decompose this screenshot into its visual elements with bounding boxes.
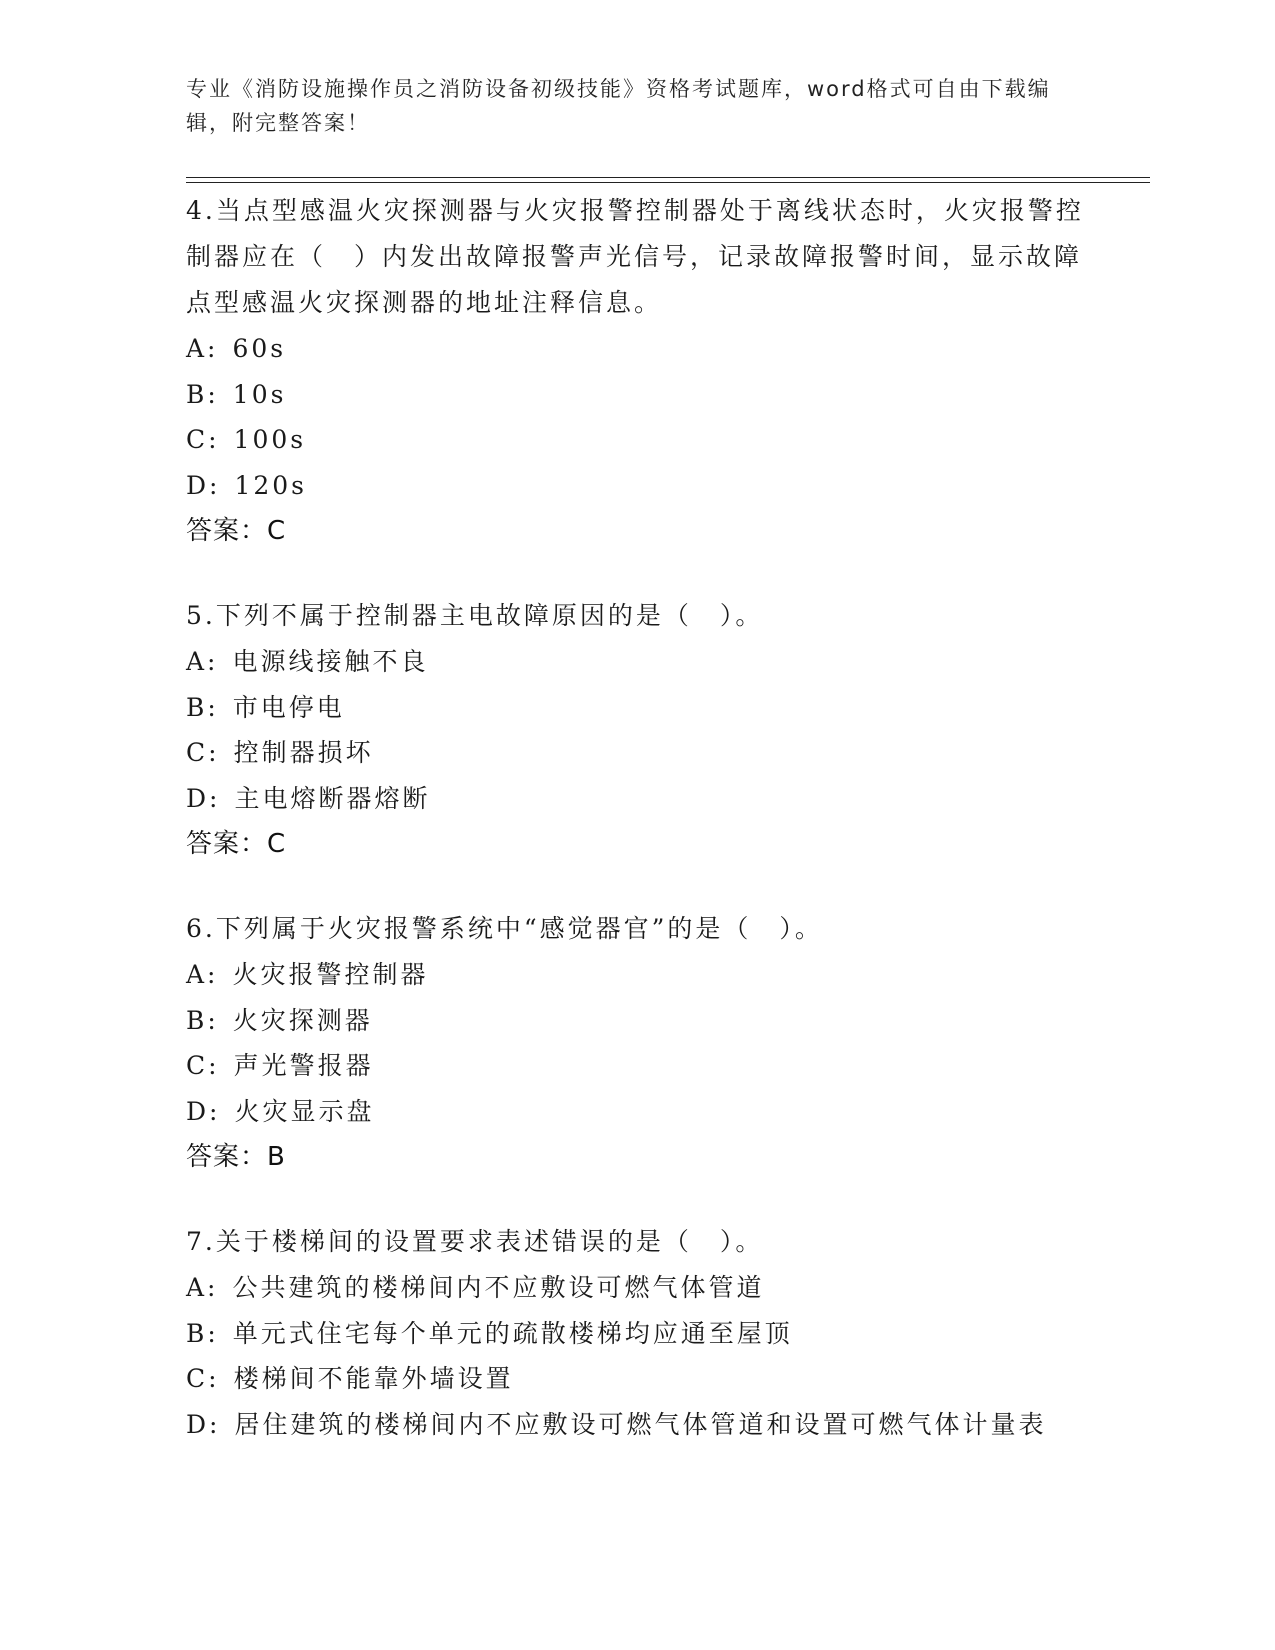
option-letter: A: (186, 647, 219, 676)
option-letter: C: (186, 738, 220, 767)
option-letter: C: (186, 425, 220, 454)
option-letter: D: (186, 470, 221, 500)
option-letter: A: (186, 334, 219, 363)
answer-line: 答案：B (186, 1142, 286, 1172)
option-b (186, 685, 1086, 731)
option-text: 楼梯间不能靠外墙设置 (233, 1364, 514, 1393)
option-letter: D: (186, 1409, 221, 1439)
option-text: 声光警报器 (233, 1051, 374, 1080)
question-stem: 6.下列属于火灾报警系统中“感觉器官”的是（ ）。 (186, 914, 823, 943)
question-list (186, 188, 1086, 1486)
document-header: 专业《消防设施操作员之消防设备初级技能》资格考试题库，word格式可自由下载编辑，附完整答案！ (186, 77, 1051, 135)
option-letter: C: (186, 1364, 220, 1393)
option-text: 60s (232, 334, 287, 363)
header-rule-top (186, 177, 1150, 178)
option-letter: A: (186, 1273, 219, 1302)
option-c (186, 730, 1086, 776)
option-a (186, 1265, 1086, 1311)
header-rule-bottom (186, 182, 1150, 183)
option-letter: D: (186, 783, 221, 813)
option-text: 公共建筑的楼梯间内不应敷设可燃气体管道 (232, 1273, 765, 1302)
question-stem: 4.当点型感温火灾探测器与火灾报警控制器处于离线状态时，火灾报警控制器应在（ ）内发出故障报警声光信号，记录故障报警时间，显示故障点型感温火灾探测器的地址注释信息。 (186, 196, 1084, 317)
option-text: 120s (234, 470, 308, 500)
option-text: 市电停电 (232, 692, 345, 722)
option-b (186, 372, 1086, 418)
option-letter: D: (186, 1096, 221, 1126)
option-text: 10s (232, 379, 287, 409)
option-text: 火灾报警控制器 (232, 960, 429, 989)
option-c (186, 417, 1086, 463)
option-d (186, 1089, 1086, 1135)
option-letter: C: (186, 1051, 220, 1080)
question-stem: 7.关于楼梯间的设置要求表述错误的是（ ）。 (186, 1227, 764, 1256)
option-c (186, 1043, 1086, 1089)
option-letter: B: (186, 379, 219, 409)
option-letter: B: (186, 692, 219, 722)
option-letter: A: (186, 960, 219, 989)
option-text: 居住建筑的楼梯间内不应敷设可燃气体管道和设置可燃气体计量表 (234, 1409, 1047, 1439)
option-a (186, 639, 1086, 685)
answer-line: 答案：C (186, 516, 287, 546)
option-text: 100s (233, 425, 307, 454)
option-d (186, 1402, 1086, 1448)
option-text: 控制器损坏 (233, 738, 374, 767)
question-stem: 5.下列不属于控制器主电故障原因的是（ ）。 (186, 601, 764, 630)
option-d (186, 776, 1086, 822)
option-letter: B: (186, 1005, 219, 1035)
option-text: 火灾显示盘 (234, 1096, 375, 1126)
option-a (186, 326, 1086, 372)
option-text: 火灾探测器 (232, 1005, 373, 1035)
option-a (186, 952, 1086, 998)
option-letter: B: (186, 1318, 219, 1348)
option-text: 电源线接触不良 (232, 647, 429, 676)
option-b (186, 998, 1086, 1044)
question-item (186, 188, 1086, 554)
option-c (186, 1356, 1086, 1402)
answer-line: 答案：C (186, 829, 287, 859)
option-d (186, 463, 1086, 509)
option-text: 主电熔断器熔断 (234, 783, 431, 813)
option-b (186, 1311, 1086, 1357)
question-item (186, 1219, 1086, 1447)
question-item (186, 906, 1086, 1180)
question-item (186, 593, 1086, 867)
option-text: 单元式住宅每个单元的疏散楼梯均应通至屋顶 (232, 1318, 793, 1348)
